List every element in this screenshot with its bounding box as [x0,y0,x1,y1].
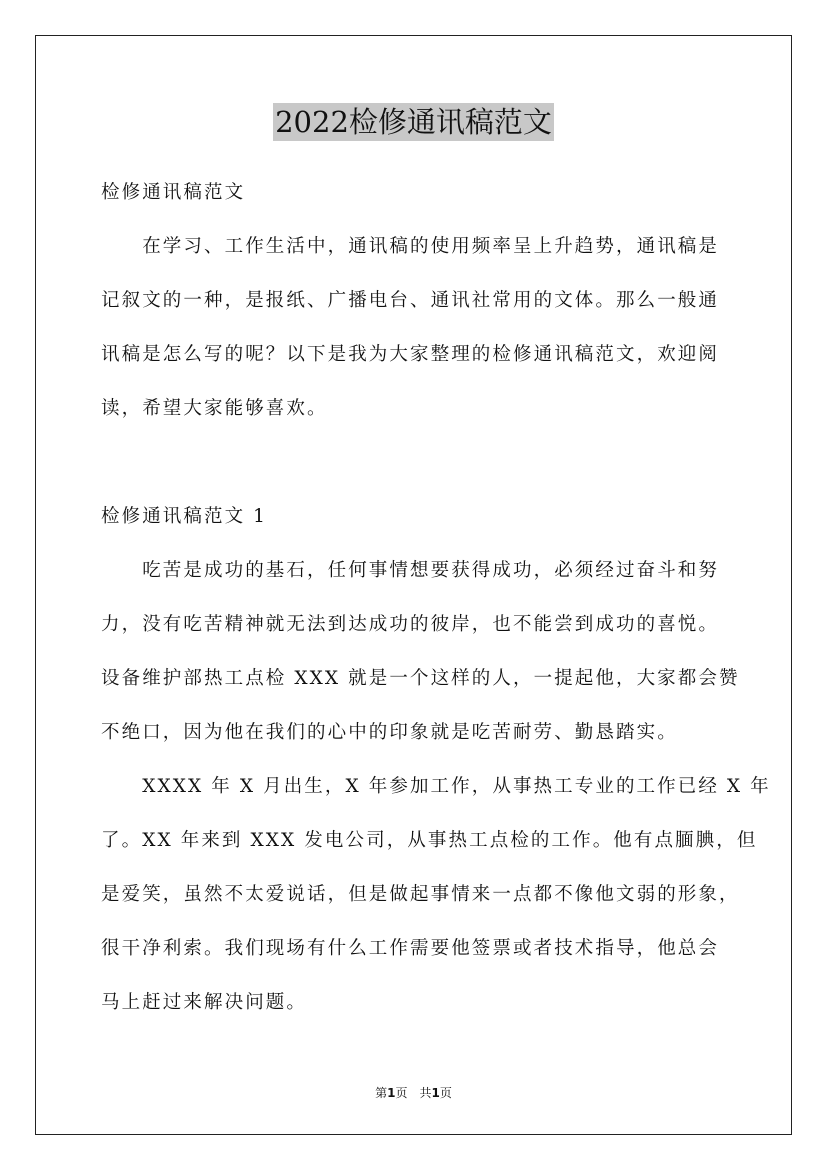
footer-page-suffix: 页 [439,1086,452,1100]
intro-line-3: 讯稿是怎么写的呢？以下是我为大家整理的检修通讯稿范文，欢迎阅 [101,344,720,365]
section1-line-4: 不绝口，因为他在我们的心中的印象就是吃苦耐劳、勤恳踏实。 [101,722,678,743]
section1-line-7: 是爱笑，虽然不太爱说话，但是做起事情来一点都不像他文弱的形象， [101,884,740,905]
footer-page-total: 1 [431,1086,440,1100]
page-footer [0,1084,827,1101]
intro-line-2: 记叙文的一种，是报纸、广播电台、通讯社常用的文体。那么一般通 [101,290,720,311]
section1-line-8: 很干净利索。我们现场有什么工作需要他签票或者技术指导，他总会 [101,938,720,959]
footer-page-prefix: 第 [375,1086,388,1100]
section1-line-2: 力，没有吃苦精神就无法到达成功的彼岸，也不能尝到成功的喜悦。 [101,614,720,635]
document-title: 2022检修通讯稿范文 [275,105,552,139]
section1-line-3: 设备维护部热工点检 XXX 就是一个这样的人，一提起他，大家都会赞 [101,668,740,689]
title-container [0,103,827,141]
section1-line-5: XXXX 年 X 月出生，X 年参加工作，从事热工专业的工作已经 X 年 [101,776,771,797]
section1-heading: 检修通讯稿范文 1 [101,506,268,527]
section1-line-6: 了。XX 年来到 XXX 发电公司，从事热工点检的工作。他有点腼腆，但 [101,830,758,851]
section1-line-9: 马上赶过来解决问题。 [101,992,308,1013]
intro-line-1: 在学习、工作生活中，通讯稿的使用频率呈上升趋势，通讯稿是 [101,236,720,257]
intro-line-4: 读，希望大家能够喜欢。 [101,398,328,419]
footer-page-mid: 页 共 [395,1086,432,1100]
section1-line-1: 吃苦是成功的基石，任何事情想要获得成功，必须经过奋斗和努 [101,560,720,581]
intro-heading: 检修通讯稿范文 [101,182,246,203]
footer-page-current: 1 [387,1086,396,1100]
